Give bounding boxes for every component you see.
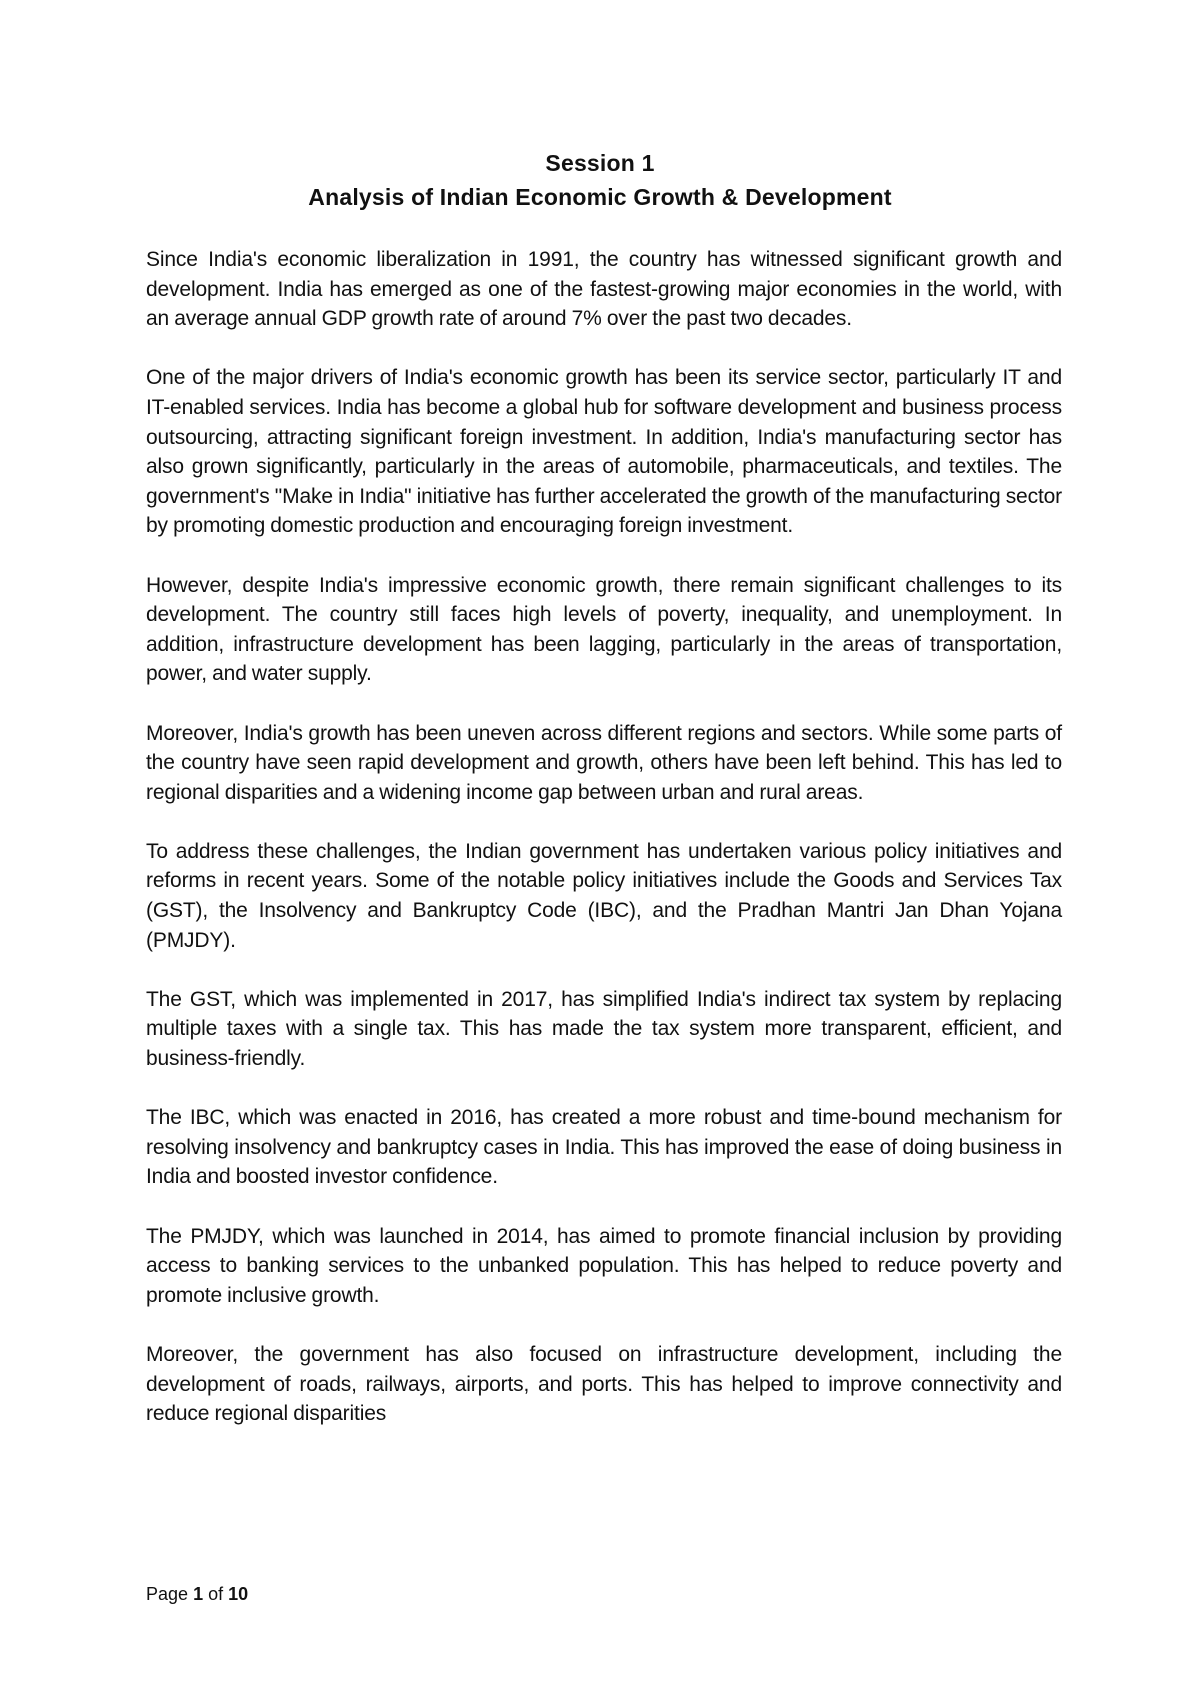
document-header xyxy=(0,146,1200,214)
paragraph: The IBC, which was enacted in 2016, has created a more robust and time-bound mechanism for resolving insolvency and bankruptcy cases in India. This has improved the ease of doing business in India and boosted investor confidence. xyxy=(146,1106,1062,1189)
paragraph: The PMJDY, which was launched in 2014, has aimed to promote financial inclusion by providing access to banking services to the unbanked population. This has helped to reduce poverty and promote inclusive growth. xyxy=(146,1224,1062,1307)
page-footer xyxy=(146,1582,248,1606)
paragraph: However, despite India's impressive economic growth, there remain significant challenges to its development. The country still faces high levels of poverty, inequality, and unemployment. In addition, infrastructure development has been lagging, particularly in the areas of transportation, power, and water supply. xyxy=(146,573,1062,686)
paragraph: Moreover, India's growth has been uneven across different regions and sectors. While some parts of the country have seen rapid development and growth, others have been left behind. This has led to regional disparities and a widening income gap between urban and rural areas. xyxy=(146,721,1062,804)
of-word: of xyxy=(208,1584,224,1604)
paragraph: Since India's economic liberalization in 1991, the country has witnessed significant growth and development. India has emerged as one of the fastest-growing major economies in the world, with an average annual GDP growth rate of around 7% over the past two decades. xyxy=(146,248,1062,331)
session-label: Session 1 xyxy=(545,150,655,176)
paragraph: The GST, which was implemented in 2017, has simplified India's indirect tax system by replacing multiple taxes with a single tax. This has made the tax system more transparent, efficient, and business-friendly. xyxy=(146,987,1062,1071)
document-title: Analysis of Indian Economic Growth & Development xyxy=(308,184,892,210)
paragraph: To address these challenges, the Indian government has undertaken various policy initiatives and reforms in recent years. Some of the notable policy initiatives include the Goods and Services Tax (GST), the Insolvency and Bankruptcy Code (IBC), and the Pradhan Mantri Jan Dhan Yojana (PMJDY). xyxy=(146,839,1062,952)
current-page-number: 1 xyxy=(193,1584,204,1604)
total-pages-number: 10 xyxy=(228,1584,249,1604)
page-word: Page xyxy=(146,1584,189,1604)
paragraph: One of the major drivers of India's economic growth has been its service sector, particularly IT and IT-enabled services. India has become a global hub for software development and business process outsourcing, attracting significant foreign investment. In addition, India's manufacturing sector has also grown significantly, particularly in the areas of automobile, pharmaceuticals, and textiles. The government's "Make in India" initiative has further accelerated the growth of the manufacturing sector by promoting domestic production and encouraging foreign investment. xyxy=(146,366,1062,538)
document-body xyxy=(146,245,1062,1429)
paragraph: Moreover, the government has also focused on infrastructure development, including the development of roads, railways, airports, and ports. This has helped to improve connectivity and reduce regional disparities xyxy=(146,1342,1062,1426)
